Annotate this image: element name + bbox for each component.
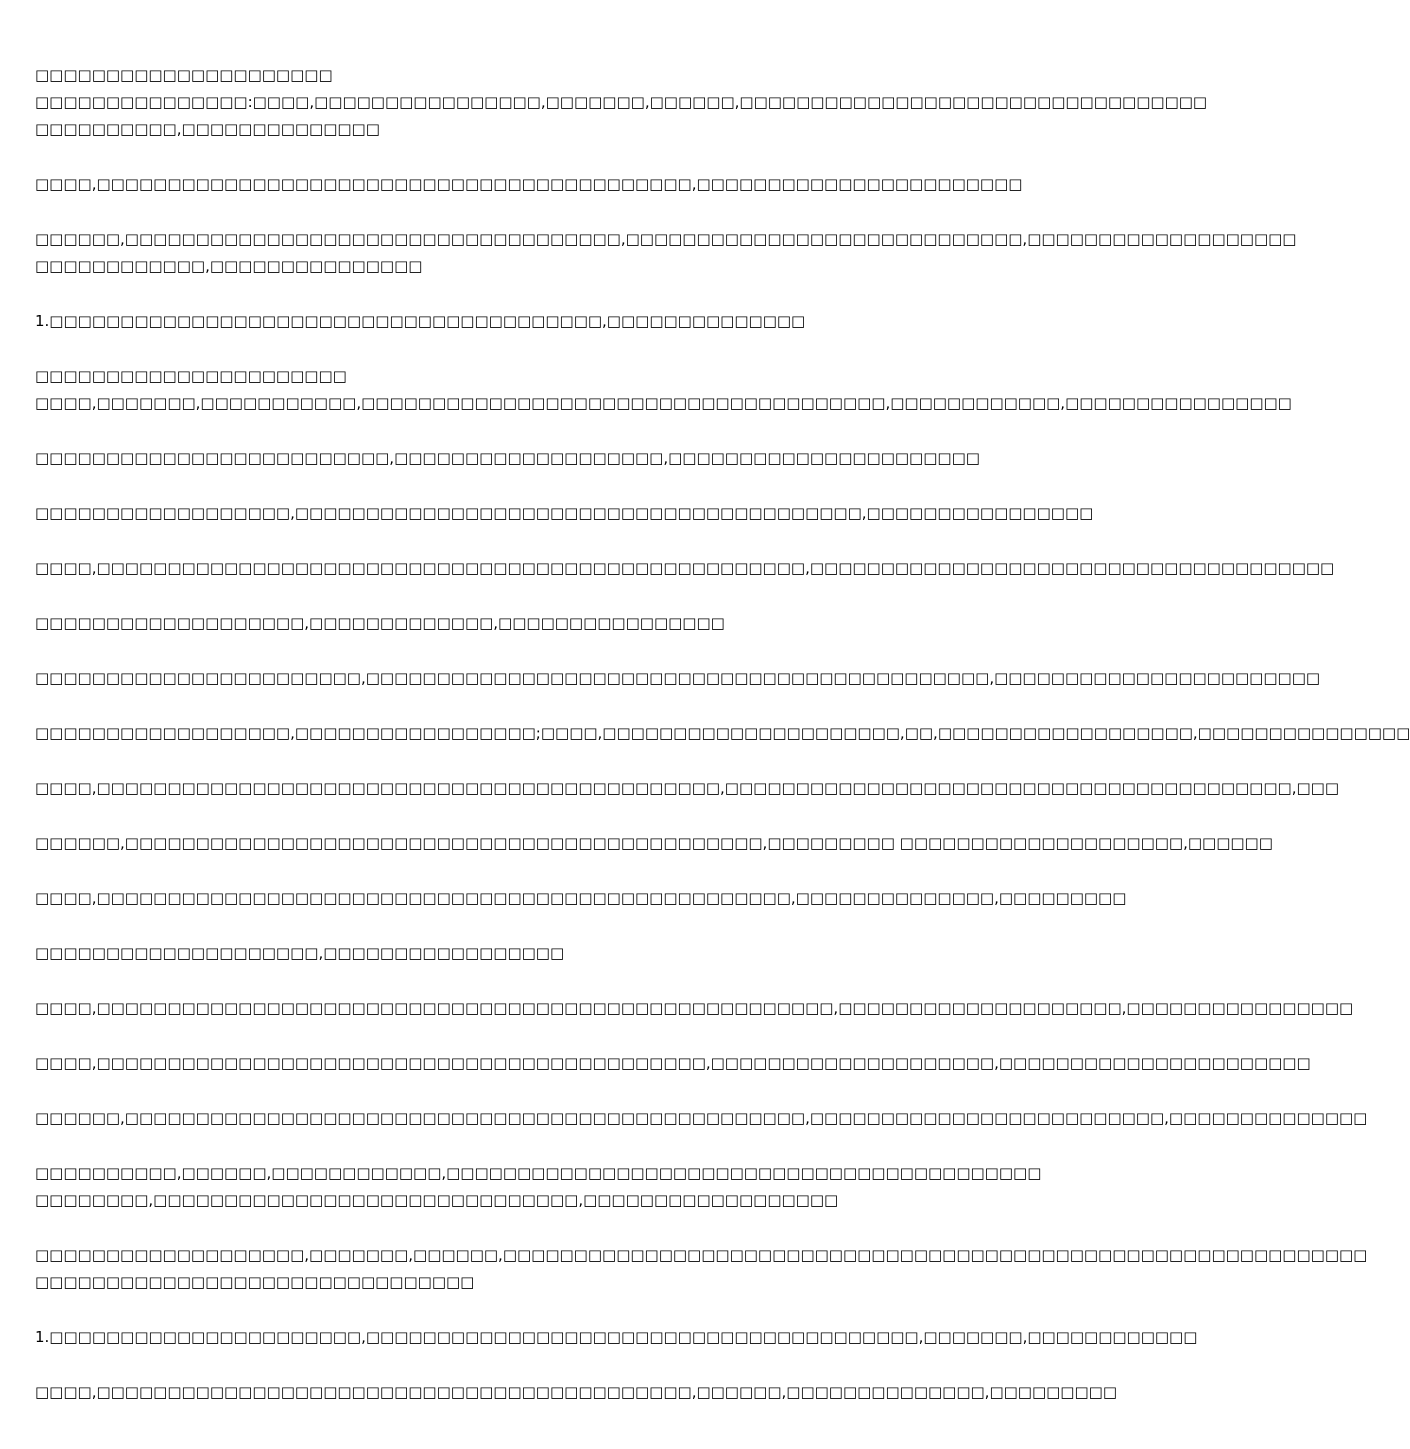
text-line: □□□□□□□□□□□□□□□□□□,□□□□□□□□□□□□□□□□□;□□□□,□□□□□□□□□□□□□□□□□□□□□,□□,□□□□□□□□□□□□□□□□□□,□□□□□□□□□□□□□□□ xyxy=(35,724,1410,742)
text-line: □□□□,□□□□□□□□□□□□□□□□□□□□□□□□□□□□□□□□□□□□□□□□□□,□□□□□□□□□□□□□□□□□□□□□□□ xyxy=(35,175,1023,193)
paragraph xyxy=(35,1242,1368,1296)
text-line: □□□□□□,□□□□□□□□□□□□□□□□□□□□□□□□□□□□□□□□□□□□□□□□□□□□□,□□□□□□□□□ □□□□□□□□□□□□□□□□□□□□,□□□□□□ xyxy=(35,834,1273,852)
text-line: □□□□□□□□□□□□□□□□□□□□□□ xyxy=(35,367,347,385)
text-line: □□□□□□□□□□□□□□□□□□□□□□□,□□□□□□□□□□□□□□□□□□□□□□□□□□□□□□□□□□□□□□□□□□□□,□□□□□□□□□□□□□□□□□□□□□□□ xyxy=(35,669,1321,687)
paragraph xyxy=(35,226,1297,280)
text-line: □□□□□□□□,□□□□□□□□□□□□□□□□□□□□□□□□□□□□□□,□□□□□□□□□□□□□□□□□□ xyxy=(35,1191,839,1209)
paragraph xyxy=(35,940,990,967)
text-line: □□□□,□□□□□□□,□□□□□□□□□□□,□□□□□□□□□□□□□□□□□□□□□□□□□□□□□□□□□□□□□,□□□□□□□□□□□□,□□□□□□□□□□□□□□□□ xyxy=(35,394,1292,412)
paragraph xyxy=(35,1050,1311,1077)
paragraph xyxy=(35,1324,1198,1351)
text-line: □□□□□□□□□□□□□□□□□□□,□□□□□□□,□□□□□□,□□□□□□□□□□□□□□□□□□□□□□□□□□□□□□□□□□□□□□□□□□□□□□□□□□□□□□□□□□□□□ xyxy=(35,1246,1368,1264)
text-line: □□□□□□□□□□□□□□□□□□□□□ xyxy=(35,66,333,84)
text-line: □□□□,□□□□□□□□□□□□□□□□□□□□□□□□□□□□□□□□□□□□□□□□□□□□□□□□□□□□,□□□□□□□□□□□□□□□□□□□□,□□□□□□□□□□□□□□□□ xyxy=(35,999,1354,1017)
paragraph xyxy=(35,830,1273,857)
paragraph xyxy=(35,775,1339,802)
text-line: □□□□□□□□□□□□□□□:□□□□,□□□□□□□□□□□□□□□□,□□□□□□□,□□□□□□,□□□□□□□□□□□□□□□□□□□□□□□□□□□□□□□□□ xyxy=(35,93,1208,111)
paragraph xyxy=(35,720,1410,747)
text-line: □□□□□□□□□□□□□□□□□□□□,□□□□□□□□□□□□□□□□□ xyxy=(35,944,565,962)
paragraph xyxy=(35,995,1354,1022)
paragraph xyxy=(35,1160,1042,1214)
paragraph xyxy=(35,1379,1117,1406)
text-line: □□□□□□,□□□□□□□□□□□□□□□□□□□□□□□□□□□□□□□□□□□,□□□□□□□□□□□□□□□□□□□□□□□□□□□□,□□□□□□□□□□□□□□□□□□□ xyxy=(35,230,1297,248)
text-line: □□□□,□□□□□□□□□□□□□□□□□□□□□□□□□□□□□□□□□□□□□□□□□□□□□□□□□□,□□□□□□□□□□□□□□□□□□□□□□□□□□□□□□□□□□□□□ xyxy=(35,559,1335,577)
text-line: □□□□,□□□□□□□□□□□□□□□□□□□□□□□□□□□□□□□□□□□□□□□□□□□,□□□□□□□□□□□□□□□□□□□□,□□□□□□□□□□□□□□□□□□□□□□ xyxy=(35,1054,1311,1072)
text-line: 1.□□□□□□□□□□□□□□□□□□□□□□□□□□□□□□□□□□□□□□□,□□□□□□□□□□□□□□ xyxy=(35,312,806,330)
paragraph xyxy=(35,62,1208,143)
text-line: □□□□□□□□□□□□□□□□□□□,□□□□□□□□□□□□□,□□□□□□□□□□□□□□□□ xyxy=(35,614,725,632)
text-line: □□□□,□□□□□□□□□□□□□□□□□□□□□□□□□□□□□□□□□□□□□□□□□□□□□□□□□,□□□□□□□□□□□□□□,□□□□□□□□□ xyxy=(35,889,1127,907)
paragraph xyxy=(35,1105,1368,1132)
paragraph xyxy=(35,500,1094,527)
text-line: □□□□□□,□□□□□□□□□□□□□□□□□□□□□□□□□□□□□□□□□□□□□□□□□□□□□□□□,□□□□□□□□□□□□□□□□□□□□□□□□□,□□□□□□□□□□□□□□ xyxy=(35,1109,1368,1127)
text-line: □□□□,□□□□□□□□□□□□□□□□□□□□□□□□□□□□□□□□□□□□□□□□□□,□□□□□□,□□□□□□□□□□□□□□,□□□□□□□□□ xyxy=(35,1383,1117,1401)
text-line: 1.□□□□□□□□□□□□□□□□□□□□□□,□□□□□□□□□□□□□□□□□□□□□□□□□□□□□□□□□□□□□□□,□□□□□□□,□□□□□□□□□□□□ xyxy=(35,1328,1198,1346)
paragraph xyxy=(35,171,1023,198)
document-page xyxy=(35,62,1410,1449)
paragraph xyxy=(35,363,1292,417)
text-line: □□□□□□□□□□□□□□□□□□□□□□□□□,□□□□□□□□□□□□□□□□□□□,□□□□□□□□□□□□□□□□□□□□□□ xyxy=(35,449,980,467)
paragraph xyxy=(35,885,1127,912)
paragraph xyxy=(35,665,1321,692)
text-line: □□□□,□□□□□□□□□□□□□□□□□□□□□□□□□□□□□□□□□□□□□□□□□□□□,□□□□□□□□□□□□□□□□□□□□□□□□□□□□□□□□□□□□□□□□,□□□ xyxy=(35,779,1339,797)
text-line: □□□□□□□□□□,□□□□□□□□□□□□□□ xyxy=(35,120,380,138)
paragraph xyxy=(35,308,990,335)
text-line: □□□□□□□□□□,□□□□□□,□□□□□□□□□□□□,□□□□□□□□□□□□□□□□□□□□□□□□□□□□□□□□□□□□□□□□□□ xyxy=(35,1164,1042,1182)
text-line: □□□□□□□□□□□□□□□□□□□□□□□□□□□□□□□ xyxy=(35,1273,475,1291)
paragraph xyxy=(35,445,990,472)
paragraph xyxy=(35,555,1335,582)
text-line: □□□□□□□□□□□□□□□□□□,□□□□□□□□□□□□□□□□□□□□□□□□□□□□□□□□□□□□□□□□,□□□□□□□□□□□□□□□□ xyxy=(35,504,1094,522)
text-line: □□□□□□□□□□□□,□□□□□□□□□□□□□□□ xyxy=(35,257,423,275)
paragraph xyxy=(35,610,990,637)
